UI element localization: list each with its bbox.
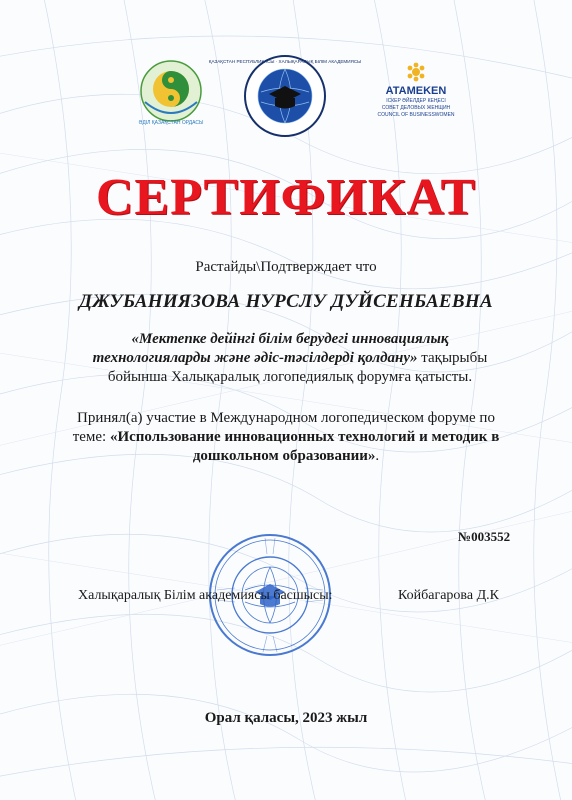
certificate-number: №003552 [458, 529, 511, 544]
signature-left-label: Халықаралық Білім академиясы басшысы: [78, 588, 333, 603]
adil-kazakhstan-logo [131, 58, 211, 128]
russian-topic: «Использование инновационных технологий и методик в дошкольном образовании» [109, 429, 500, 464]
certificate-title: СЕРТИФИКАТ [95, 169, 477, 226]
atameken-sub-ru: СОВЕТ ДЕЛОВЫХ ЖЕНЩИН [381, 105, 451, 111]
middle-logo-text: ҚАЗАҚСТАН РЕСПУБЛИКАСЫ · ХАЛЫҚАРАЛЫҚ БІЛІМ АКАДЕМИЯСЫ [208, 59, 362, 64]
recipient-name: ДЖУБАНИЯЗОВА НУРСЛУ ДУЙСЕНБАЕВНА [79, 291, 493, 312]
atameken-text: ATAMEKEN [385, 85, 447, 97]
kazakh-suffix: тақырыбы бойынша Халықаралық логопедиялық форумға қатысты. [107, 350, 488, 385]
left-logo-text: ӘДІЛ ҚАЗАҚСТАН ОРДАСЫ [138, 120, 204, 126]
russian-prefix: Принял(а) участие в Международном логопедическом форуме по теме: [72, 410, 495, 445]
city-year: Орал қаласы, 2023 жыл [204, 710, 368, 726]
confirm-text: Растайды\Подтверждает что [195, 259, 377, 275]
signature-right-name: Койбагарова Д.К [398, 588, 499, 603]
atameken-sub-kz: ІСКЕР ӘЙЕЛДЕР КЕҢЕСІ [386, 98, 446, 104]
kazakh-paragraph [80, 330, 500, 387]
atameken-sub-en: COUNCIL OF BUSINESSWOMEN [377, 112, 455, 118]
russian-paragraph [70, 409, 502, 466]
kazakh-topic: «Мектепке дейінгі білім берудегі инновациялық технологияларды және әдіс-тәсілдерді қолдану» [92, 331, 449, 366]
international-academy-logo [208, 54, 362, 138]
russian-suffix: . [375, 448, 380, 464]
atameken-logo [372, 60, 460, 118]
